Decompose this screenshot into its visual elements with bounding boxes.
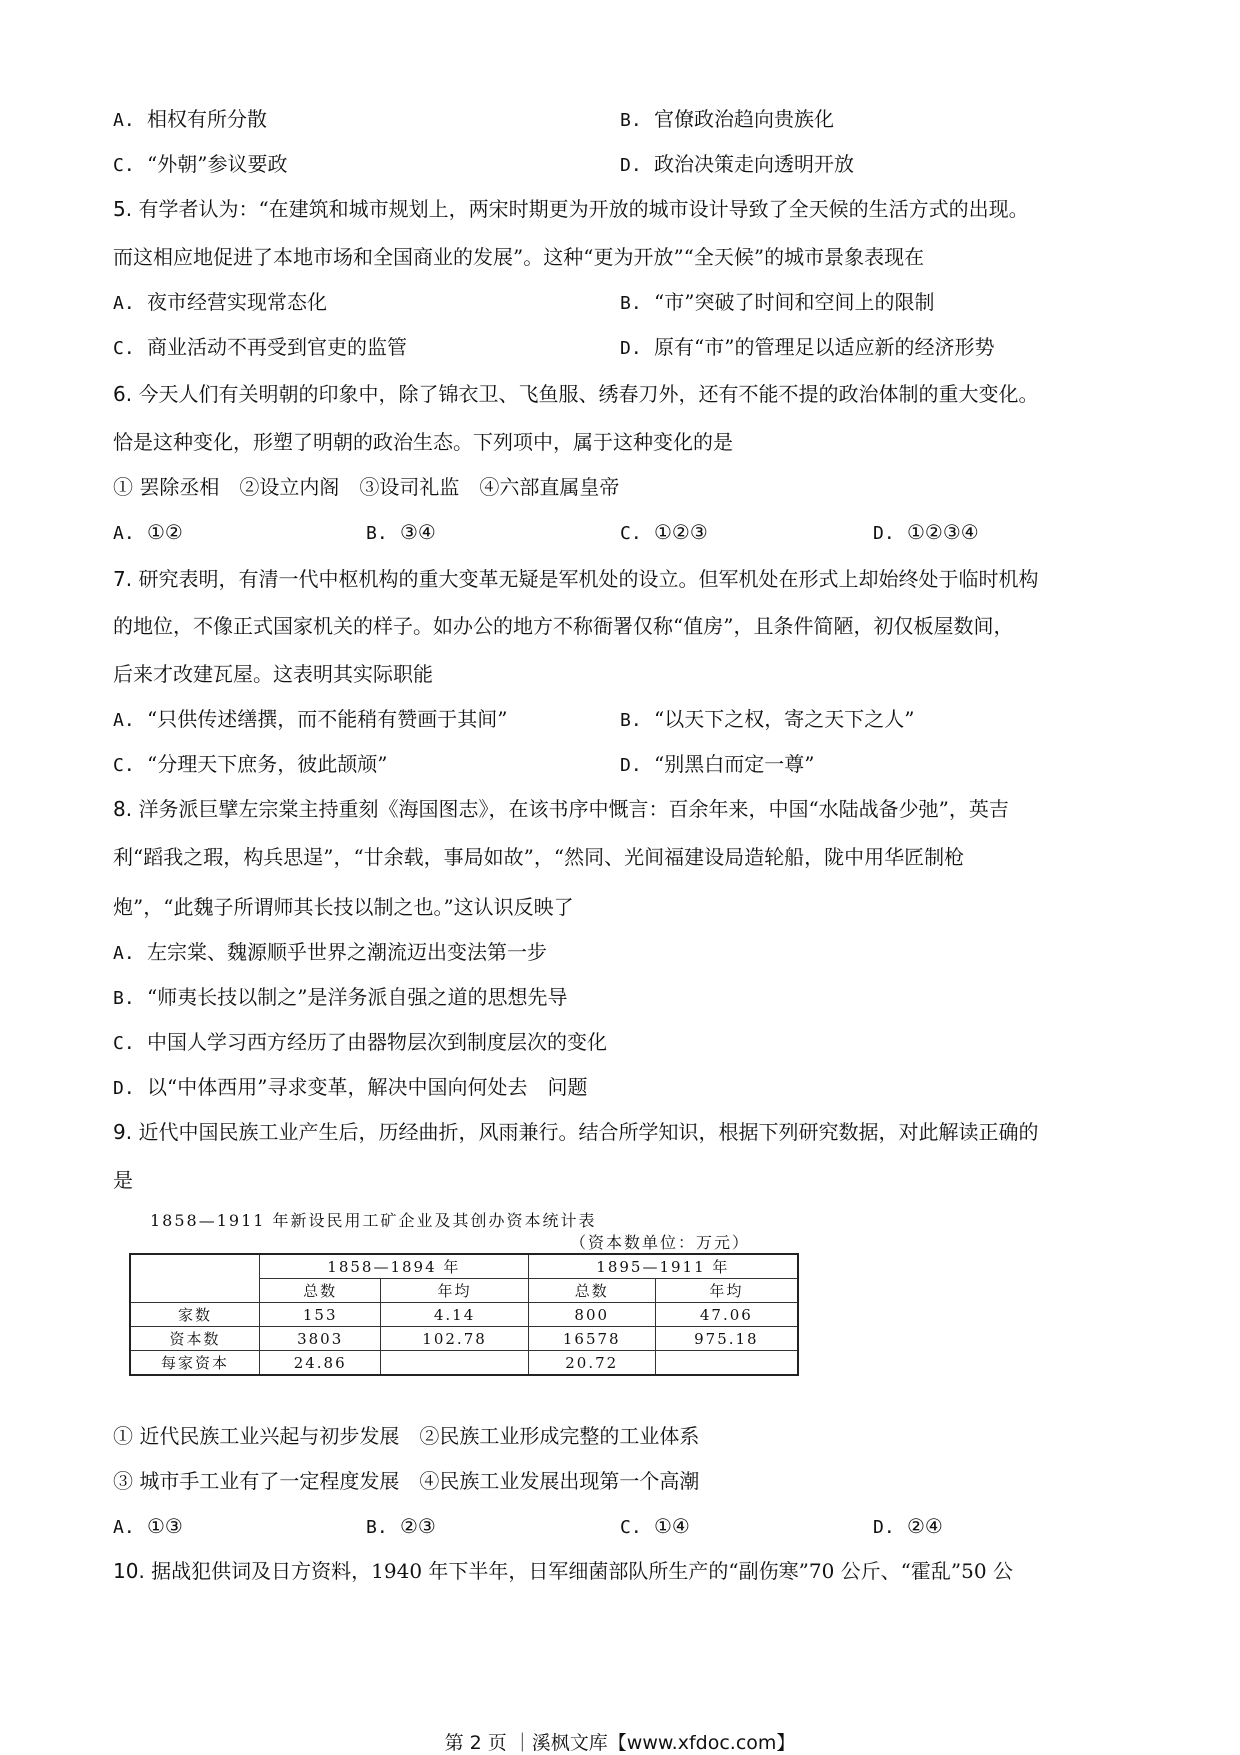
option-letter: A. bbox=[113, 110, 135, 131]
table-row bbox=[130, 1303, 798, 1327]
option-letter: D. bbox=[620, 155, 642, 176]
option-a bbox=[113, 705, 507, 735]
option-text: 左宗棠、魏源顺乎世界之潮流迈出变法第一步 bbox=[147, 940, 547, 964]
question-number: 9. bbox=[113, 1120, 133, 1144]
option-b bbox=[620, 705, 914, 735]
option-d bbox=[620, 150, 854, 180]
option-text: ①② bbox=[147, 520, 183, 544]
question-number: 7. bbox=[113, 567, 133, 591]
option-letter: B. bbox=[620, 710, 642, 731]
table-cell bbox=[655, 1351, 798, 1376]
table-title: 1858—1911 年新设民用工矿企业及其创办资本统计表 bbox=[150, 1211, 597, 1230]
table-cell bbox=[381, 1351, 528, 1376]
question-text: 今天人们有关明朝的印象中，除了锦衣卫、飞鱼服、绣春刀外，还有不能不提的政治体制的重大变化。 bbox=[138, 382, 1039, 406]
option-letter: C. bbox=[113, 338, 135, 359]
option-letter: B. bbox=[113, 988, 135, 1009]
option-text: “分理天下庶务，彼此颉颃” bbox=[147, 752, 388, 776]
option-c bbox=[113, 1028, 607, 1058]
statistics-table bbox=[129, 1253, 799, 1376]
option-text: 以“中体西用”寻求变革，解决中国向何处去 问题 bbox=[147, 1075, 588, 1099]
option-letter: D. bbox=[873, 523, 895, 544]
period-2-header: 1895—1911 年 bbox=[528, 1254, 798, 1279]
question-text: 近代中国民族工业产生后，历经曲折，风雨兼行。结合所学知识，根据下列研究数据，对此解读正确的 bbox=[138, 1120, 1039, 1144]
page-footer: 第 2 页 ｜溪枫文库【www.xfdoc.com】 bbox=[444, 1732, 796, 1754]
option-d bbox=[113, 1073, 587, 1103]
option-letter: B. bbox=[620, 293, 642, 314]
option-letter: A. bbox=[113, 1517, 135, 1538]
option-letter: C. bbox=[620, 523, 642, 544]
question-9-stem-line1 bbox=[113, 1118, 1038, 1146]
question-number: 10. bbox=[113, 1559, 145, 1583]
question-7-stem-line2: 的地位，不像正式国家机关的样子。如办公的地方不称衙署仅称“值房”，且条件简陋，初仅板屋数间， bbox=[113, 614, 1014, 638]
option-d bbox=[873, 1512, 943, 1542]
option-text: “师夷长技以制之”是洋务派自强之道的思想先导 bbox=[147, 985, 568, 1009]
table-row bbox=[130, 1351, 798, 1376]
question-7-stem-line3: 后来才改建瓦屋。这表明其实际职能 bbox=[113, 662, 433, 686]
option-d bbox=[873, 518, 979, 548]
option-text: 相权有所分散 bbox=[147, 107, 267, 131]
option-d bbox=[620, 750, 814, 780]
option-letter: B. bbox=[366, 1517, 388, 1538]
option-text: “别黑白而定一尊” bbox=[654, 752, 815, 776]
table-unit: （资本数单位：万元） bbox=[570, 1233, 751, 1252]
option-text: 官僚政治趋向贵族化 bbox=[654, 107, 834, 131]
option-text: 原有“市”的管理足以适应新的经济形势 bbox=[654, 335, 995, 359]
table-cell: 4.14 bbox=[381, 1303, 528, 1327]
question-10-stem-line1 bbox=[113, 1557, 1013, 1585]
option-letter: D. bbox=[620, 755, 642, 776]
option-text: “市”突破了时间和空间上的限制 bbox=[654, 290, 935, 314]
subheader-average: 年均 bbox=[381, 1279, 528, 1303]
question-number: 5. bbox=[113, 197, 133, 221]
option-b bbox=[620, 105, 834, 135]
option-text: ②③ bbox=[400, 1514, 436, 1538]
option-a bbox=[113, 288, 327, 318]
row-label: 资本数 bbox=[130, 1327, 260, 1351]
option-text: 夜市经营实现常态化 bbox=[147, 290, 327, 314]
option-d bbox=[620, 333, 994, 363]
table-cell: 24.86 bbox=[260, 1351, 381, 1376]
option-c bbox=[620, 1512, 690, 1542]
table-cell: 153 bbox=[260, 1303, 381, 1327]
question-8-stem-line1 bbox=[113, 795, 1009, 823]
row-label: 每家资本 bbox=[130, 1351, 260, 1376]
question-number: 8. bbox=[113, 797, 133, 821]
option-text: 政治决策走向透明开放 bbox=[654, 152, 854, 176]
option-b bbox=[366, 518, 436, 548]
option-b bbox=[366, 1512, 436, 1542]
option-a bbox=[113, 518, 183, 548]
question-9-items-2: ③ 城市手工业有了一定程度发展 ④民族工业发展出现第一个高潮 bbox=[113, 1469, 700, 1493]
option-a bbox=[113, 938, 547, 968]
option-text: ①②③④ bbox=[907, 520, 979, 544]
question-9-stem-line2: 是 bbox=[113, 1168, 133, 1192]
table-cell: 47.06 bbox=[655, 1303, 798, 1327]
question-text: 据战犯供词及日方资料，1940 年下半年，日军细菌部队所生产的“副伤寒”70 公斤、“霍乱”50 公 bbox=[151, 1559, 1013, 1583]
option-letter: A. bbox=[113, 293, 135, 314]
option-text: ①④ bbox=[654, 1514, 690, 1538]
table-cell: 20.72 bbox=[528, 1351, 655, 1376]
option-text: “以天下之权，寄之天下之人” bbox=[654, 707, 915, 731]
question-8-stem-line3: 炮”，“此魏子所谓师其长技以制之也。”这认识反映了 bbox=[113, 895, 574, 919]
question-5-stem-line1 bbox=[113, 195, 1029, 223]
option-text: ①③ bbox=[147, 1514, 183, 1538]
table-cell: 800 bbox=[528, 1303, 655, 1327]
option-c bbox=[113, 750, 387, 780]
question-8-stem-line2: 利“蹈我之瑕，构兵思逞”，“廿余载，事局如故”，“然同、光间福建设局造轮船，陇中用华匠制枪 bbox=[113, 845, 965, 869]
table-cell: 102.78 bbox=[381, 1327, 528, 1351]
option-text: “只供传述缮撰，而不能稍有赞画于其间” bbox=[147, 707, 508, 731]
option-letter: A. bbox=[113, 523, 135, 544]
question-6-items: ① 罢除丞相 ②设立内阁 ③设司礼监 ④六部直属皇帝 bbox=[113, 475, 620, 499]
question-5-stem-line2: 而这相应地促进了本地市场和全国商业的发展”。这种“更为开放”“全天候”的城市景象表现在 bbox=[113, 245, 925, 269]
option-b bbox=[620, 288, 934, 318]
question-text: 研究表明，有清一代中枢机构的重大变革无疑是军机处的设立。但军机处在形式上却始终处于临时机构 bbox=[138, 567, 1039, 591]
option-text: 商业活动不再受到官吏的监管 bbox=[147, 335, 407, 359]
table-corner-cell bbox=[130, 1254, 260, 1303]
option-letter: A. bbox=[113, 943, 135, 964]
period-1-header: 1858—1894 年 bbox=[260, 1254, 529, 1279]
option-text: ①②③ bbox=[654, 520, 708, 544]
option-letter: C. bbox=[620, 1517, 642, 1538]
table-header-row bbox=[130, 1254, 798, 1279]
subheader-total: 总数 bbox=[260, 1279, 381, 1303]
option-letter: B. bbox=[620, 110, 642, 131]
table-cell: 16578 bbox=[528, 1327, 655, 1351]
option-text: ②④ bbox=[907, 1514, 943, 1538]
table-cell: 975.18 bbox=[655, 1327, 798, 1351]
table-cell: 3803 bbox=[260, 1327, 381, 1351]
question-6-stem-line2: 恰是这种变化，形塑了明朝的政治生态。下列项中，属于这种变化的是 bbox=[113, 430, 733, 454]
option-letter: C. bbox=[113, 1033, 135, 1054]
question-number: 6. bbox=[113, 382, 133, 406]
option-letter: D. bbox=[113, 1078, 135, 1099]
option-a bbox=[113, 105, 267, 135]
option-text: “外朝”参议要政 bbox=[147, 152, 288, 176]
option-c bbox=[113, 333, 407, 363]
option-letter: C. bbox=[113, 155, 135, 176]
option-letter: A. bbox=[113, 710, 135, 731]
option-letter: D. bbox=[873, 1517, 895, 1538]
option-letter: C. bbox=[113, 755, 135, 776]
option-c bbox=[113, 150, 287, 180]
option-b bbox=[113, 983, 567, 1013]
row-label: 家数 bbox=[130, 1303, 260, 1327]
option-text: ③④ bbox=[400, 520, 436, 544]
option-letter: D. bbox=[620, 338, 642, 359]
question-text: 有学者认为：“在建筑和城市规划上，两宋时期更为开放的城市设计导致了全天候的生活方式的出现。 bbox=[138, 197, 1029, 221]
subheader-total: 总数 bbox=[528, 1279, 655, 1303]
question-9-items-1: ① 近代民族工业兴起与初步发展 ②民族工业形成完整的工业体系 bbox=[113, 1424, 700, 1448]
option-c bbox=[620, 518, 708, 548]
option-text: 中国人学习西方经历了由器物层次到制度层次的变化 bbox=[147, 1030, 607, 1054]
question-6-stem-line1 bbox=[113, 380, 1038, 408]
table-row bbox=[130, 1327, 798, 1351]
option-letter: B. bbox=[366, 523, 388, 544]
option-a bbox=[113, 1512, 183, 1542]
subheader-average: 年均 bbox=[655, 1279, 798, 1303]
question-7-stem-line1 bbox=[113, 565, 1038, 593]
question-text: 洋务派巨擘左宗棠主持重刻《海国图志》，在该书序中慨言：百余年来，中国“水陆战备少弛”，英吉 bbox=[138, 797, 1009, 821]
